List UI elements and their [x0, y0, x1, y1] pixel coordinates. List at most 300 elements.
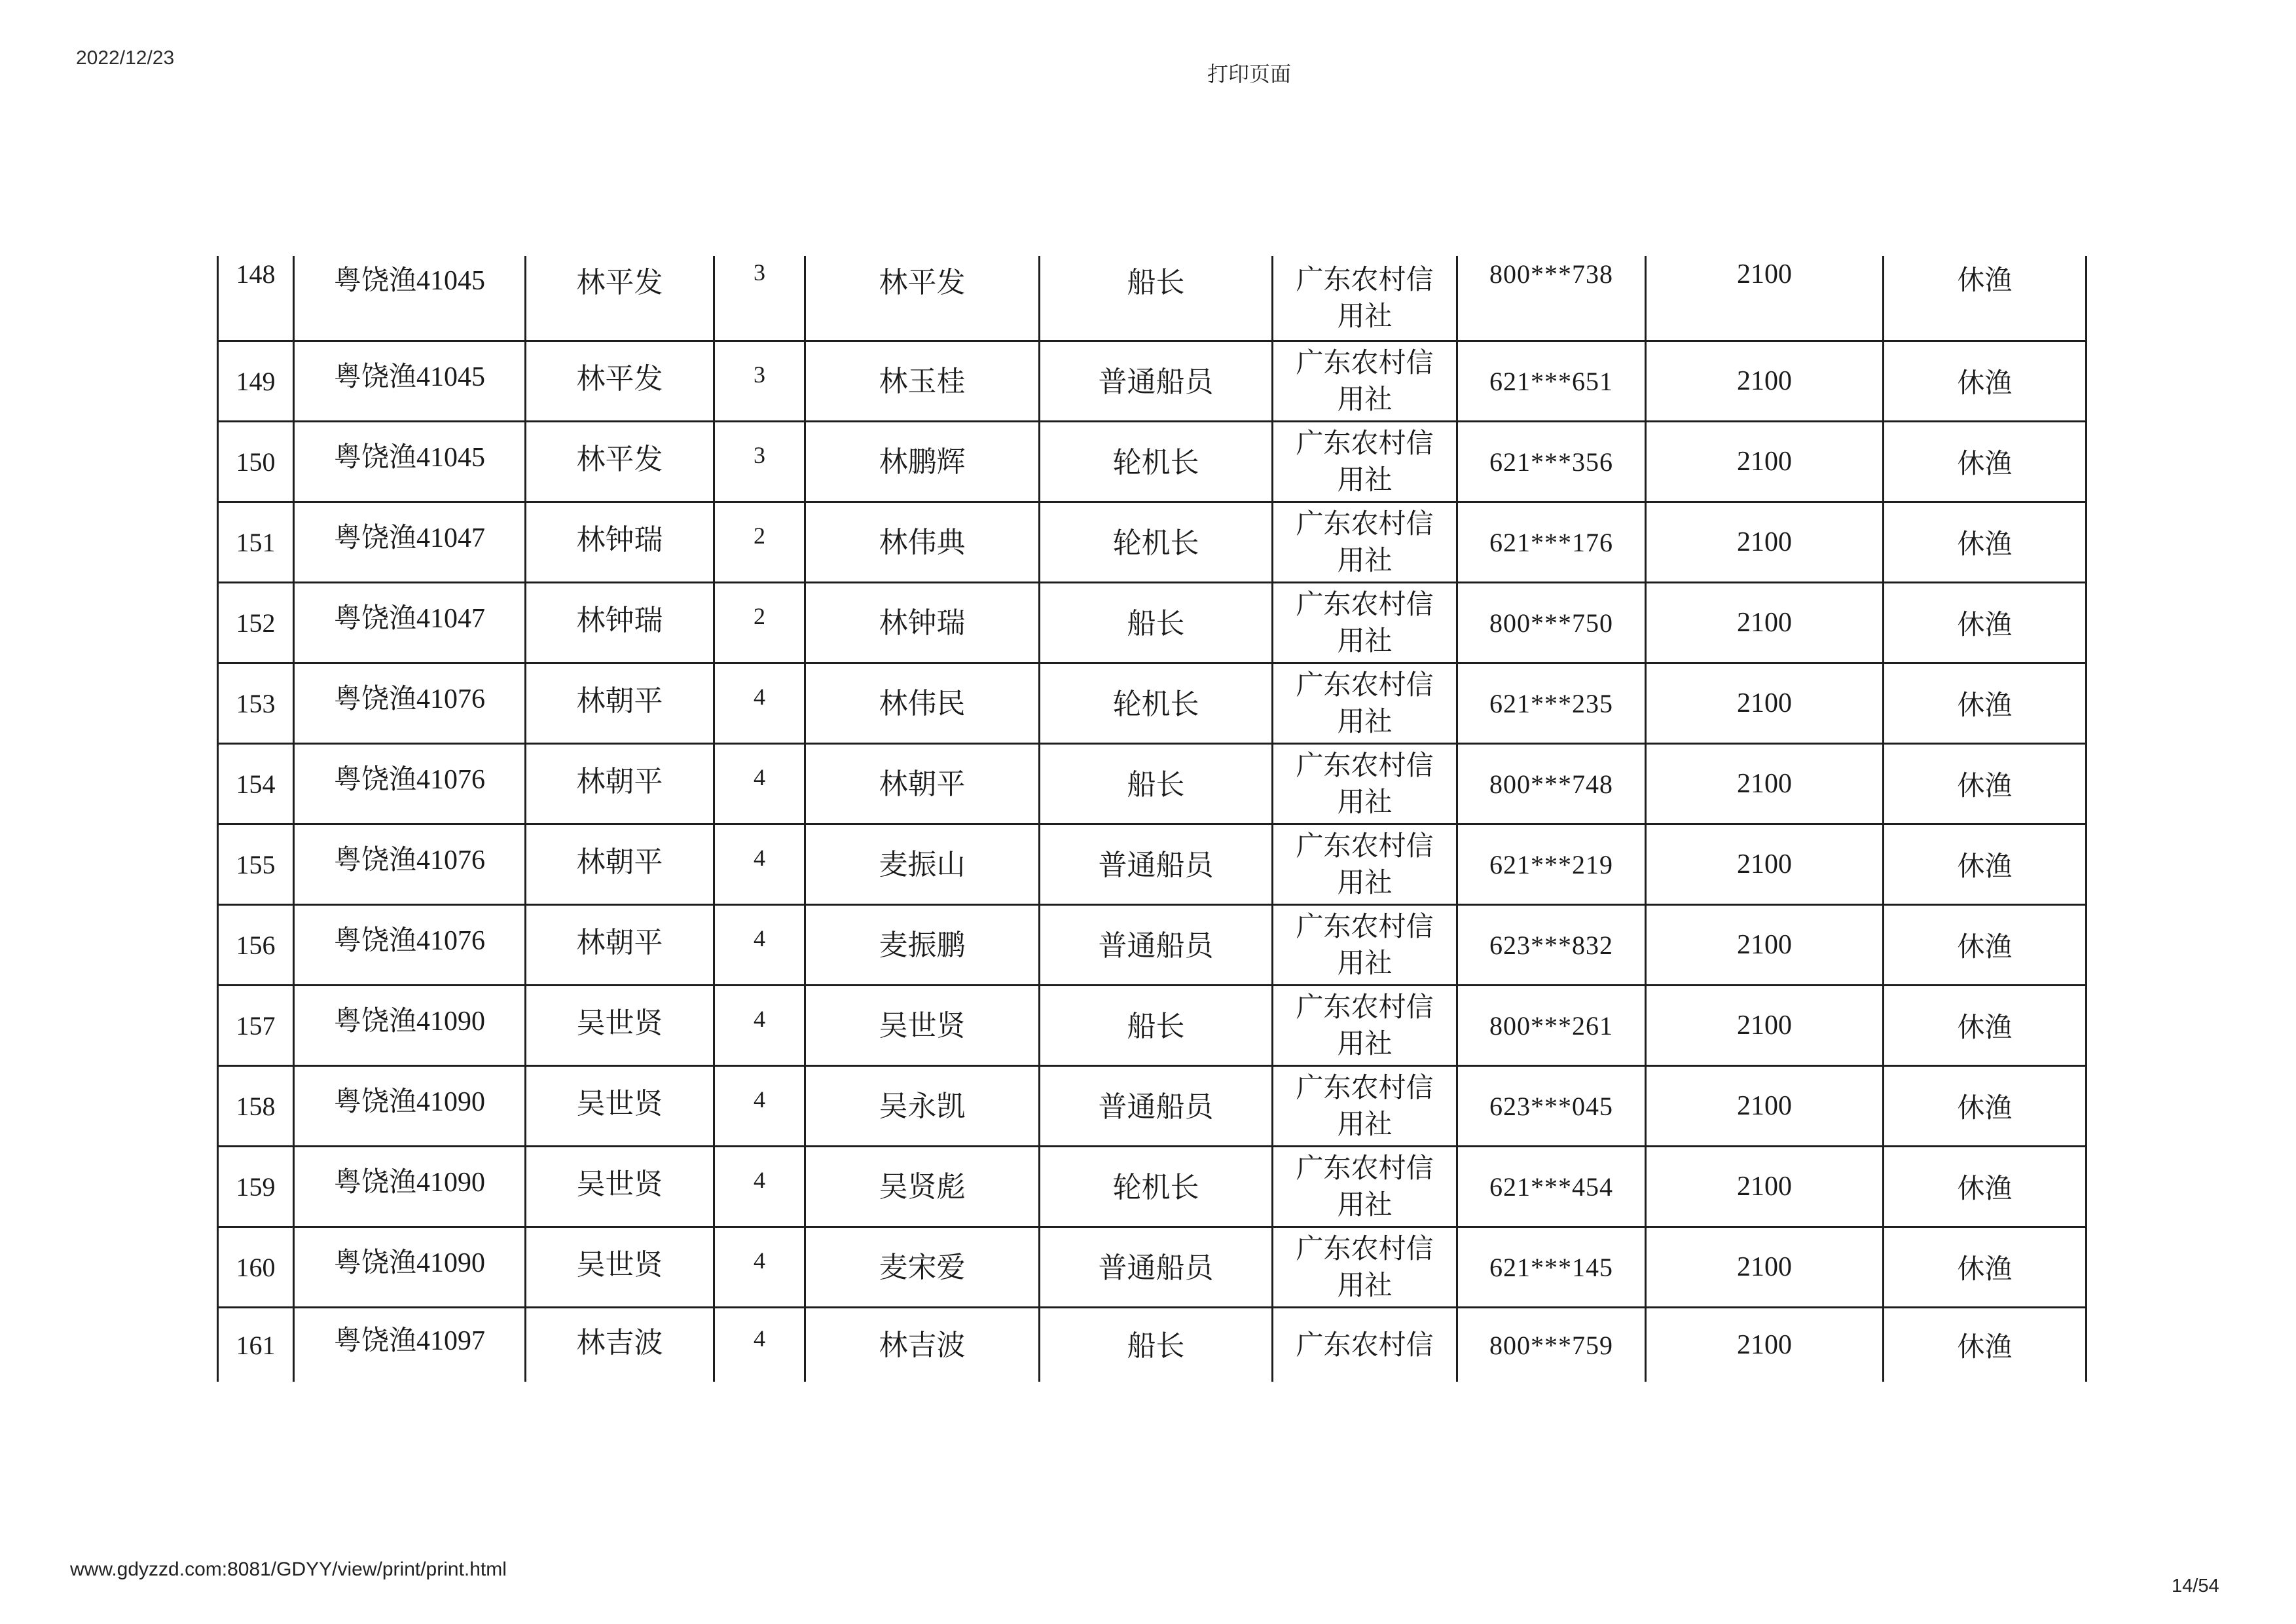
- subsidy-amount-text: 2100: [1737, 1172, 1792, 1202]
- cell-crew-count: [714, 422, 805, 502]
- vessel-number-text: 粤饶渔41076: [333, 845, 485, 876]
- cell-crew-position: [1040, 744, 1273, 824]
- fishing-status-text: 休渔: [1957, 367, 2013, 399]
- cell-subsidy-amount: [1646, 1066, 1884, 1147]
- cell-vessel-number: [294, 583, 526, 663]
- cell-bank-name: [1273, 824, 1457, 905]
- subsidy-amount-text: 2100: [1737, 769, 1792, 799]
- cell-bank-account: [1457, 422, 1646, 502]
- vessel-number-text: 粤饶渔41090: [333, 1087, 485, 1117]
- crew-position-text: 轮机长: [1112, 447, 1199, 479]
- cell-bank-name: [1273, 1308, 1457, 1382]
- person-name-text: 林朝平: [879, 768, 966, 800]
- crew-count-text: 4: [754, 764, 765, 790]
- cell-person-name: [805, 256, 1040, 341]
- cell-vessel-owner: [526, 583, 714, 663]
- cell-bank-name: [1273, 1066, 1457, 1147]
- bank-name-text: 广东农村信用社: [1296, 427, 1434, 496]
- bank-name-text: 广东农村信用社: [1296, 669, 1434, 737]
- crew-position-text: 船长: [1127, 1330, 1185, 1362]
- cell-crew-count: [714, 1066, 805, 1147]
- cell-bank-name: [1273, 986, 1457, 1066]
- person-name-text: 吴世贤: [879, 1010, 966, 1042]
- cell-index: [218, 663, 294, 744]
- bank-account-text: 623***045: [1489, 1091, 1613, 1121]
- cell-index: [218, 1147, 294, 1227]
- cell-index: [218, 1227, 294, 1308]
- cell-crew-position: [1040, 422, 1273, 502]
- cell-person-name: [805, 1308, 1040, 1382]
- vessel-number-text: 粤饶渔41045: [333, 266, 485, 296]
- fishing-status-text: 休渔: [1957, 528, 2013, 560]
- bank-name-text: 广东农村信用社: [1296, 1232, 1434, 1301]
- cell-person-name: [805, 1147, 1040, 1227]
- vessel-owner-text: 吴世贤: [576, 1168, 663, 1200]
- cell-crew-count: [714, 905, 805, 986]
- cell-crew-position: [1040, 256, 1273, 341]
- person-name-text: 麦振山: [879, 849, 966, 881]
- fishing-status-text: 休渔: [1957, 689, 2013, 721]
- cell-crew-position: [1040, 341, 1273, 422]
- cell-crew-count: [714, 824, 805, 905]
- cell-fishing-status: [1884, 256, 2086, 341]
- cell-subsidy-amount: [1646, 1308, 1884, 1382]
- vessel-owner-text: 吴世贤: [576, 1007, 663, 1039]
- cell-vessel-owner: [526, 824, 714, 905]
- crew-position-text: 普通船员: [1098, 930, 1214, 962]
- crew-position-text: 船长: [1127, 1010, 1185, 1043]
- vessel-number-text: 粤饶渔41090: [333, 1006, 485, 1037]
- crew-position-text: 普通船员: [1098, 849, 1214, 881]
- subsidy-amount-text: 2100: [1737, 1010, 1792, 1041]
- fishing-status-text: 休渔: [1957, 608, 2013, 640]
- cell-vessel-owner: [526, 502, 714, 583]
- bank-name-text: 广东农村信用社: [1296, 1152, 1434, 1221]
- index-text: 155: [236, 849, 276, 879]
- vessel-number-text: 粤饶渔41076: [333, 926, 485, 956]
- cell-subsidy-amount: [1646, 1147, 1884, 1227]
- bank-name-text: 广东农村信用社: [1296, 588, 1434, 657]
- page-title: 打印页面: [1207, 62, 1291, 86]
- cell-vessel-owner: [526, 256, 714, 341]
- cell-fishing-status: [1884, 341, 2086, 422]
- person-name-text: 林吉波: [879, 1329, 966, 1361]
- cell-vessel-number: [294, 1147, 526, 1227]
- table-row: [218, 1227, 2086, 1308]
- fishing-status-text: 休渔: [1957, 264, 2013, 296]
- cell-bank-account: [1457, 1147, 1646, 1227]
- person-name-text: 林鹏辉: [879, 446, 966, 478]
- crew-count-text: 4: [754, 925, 765, 951]
- crew-position-text: 普通船员: [1098, 1091, 1214, 1123]
- cell-crew-count: [714, 1227, 805, 1308]
- bank-account-text: 800***750: [1489, 608, 1613, 638]
- index-text: 156: [236, 930, 276, 960]
- cell-vessel-owner: [526, 663, 714, 744]
- table-row: [218, 341, 2086, 422]
- cell-subsidy-amount: [1646, 583, 1884, 663]
- cell-subsidy-amount: [1646, 663, 1884, 744]
- person-name-text: 吴永凯: [879, 1090, 966, 1122]
- cell-crew-position: [1040, 583, 1273, 663]
- cell-bank-account: [1457, 583, 1646, 663]
- cell-crew-count: [714, 744, 805, 824]
- crew-count-text: 4: [754, 1006, 765, 1032]
- cell-index: [218, 824, 294, 905]
- cell-crew-position: [1040, 1308, 1273, 1382]
- vessel-owner-text: 吴世贤: [576, 1088, 663, 1120]
- subsidy-amount-text: 2100: [1737, 259, 1792, 289]
- cell-bank-name: [1273, 583, 1457, 663]
- vessel-owner-text: 林钟瑞: [576, 604, 663, 637]
- cell-bank-account: [1457, 341, 1646, 422]
- cell-vessel-number: [294, 256, 526, 341]
- fishing-status-text: 休渔: [1957, 1092, 2013, 1124]
- bank-account-text: 800***748: [1489, 769, 1613, 799]
- cell-vessel-number: [294, 1308, 526, 1382]
- cell-fishing-status: [1884, 986, 2086, 1066]
- cell-vessel-number: [294, 1066, 526, 1147]
- index-text: 159: [236, 1172, 276, 1202]
- bank-account-text: 621***651: [1489, 366, 1613, 396]
- crew-count-text: 3: [754, 361, 765, 388]
- vessel-number-text: 粤饶渔41097: [333, 1326, 485, 1356]
- cell-vessel-number: [294, 824, 526, 905]
- fishing-status-text: 休渔: [1957, 447, 2013, 479]
- person-name-text: 林玉桂: [879, 365, 966, 397]
- cell-index: [218, 422, 294, 502]
- cell-vessel-owner: [526, 905, 714, 986]
- person-name-text: 麦宋爱: [879, 1251, 966, 1283]
- cell-person-name: [805, 341, 1040, 422]
- cell-subsidy-amount: [1646, 986, 1884, 1066]
- cell-crew-count: [714, 1308, 805, 1382]
- subsidy-amount-text: 2100: [1737, 688, 1792, 718]
- table-row: [218, 502, 2086, 583]
- index-text: 158: [236, 1091, 276, 1121]
- bank-name-text: 广东农村信用社: [1296, 507, 1434, 576]
- crew-count-text: 3: [754, 442, 765, 468]
- crew-count-text: 4: [754, 1086, 765, 1113]
- crew-position-text: 轮机长: [1112, 527, 1199, 559]
- cell-bank-name: [1273, 905, 1457, 986]
- vessel-owner-text: 林吉波: [576, 1327, 663, 1359]
- cell-crew-position: [1040, 1066, 1273, 1147]
- cell-crew-count: [714, 256, 805, 341]
- cell-crew-count: [714, 341, 805, 422]
- cell-index: [218, 502, 294, 583]
- vessel-owner-text: 林平发: [576, 443, 663, 475]
- crew-position-text: 船长: [1127, 267, 1185, 299]
- cell-subsidy-amount: [1646, 1227, 1884, 1308]
- cell-fishing-status: [1884, 1308, 2086, 1382]
- cell-person-name: [805, 744, 1040, 824]
- cell-bank-name: [1273, 341, 1457, 422]
- vessel-owner-text: 林朝平: [576, 927, 663, 959]
- index-text: 153: [236, 688, 276, 718]
- bank-account-text: 800***738: [1489, 259, 1613, 289]
- cell-person-name: [805, 663, 1040, 744]
- cell-bank-account: [1457, 502, 1646, 583]
- crew-count-text: 4: [754, 845, 765, 871]
- cell-vessel-number: [294, 1227, 526, 1308]
- cell-vessel-owner: [526, 986, 714, 1066]
- cell-index: [218, 256, 294, 341]
- footer-url: www.gdyzzd.com:8081/GDYY/view/print/print.html: [70, 1559, 507, 1580]
- cell-fishing-status: [1884, 905, 2086, 986]
- cell-vessel-owner: [526, 1066, 714, 1147]
- cell-fishing-status: [1884, 1227, 2086, 1308]
- cell-vessel-owner: [526, 1147, 714, 1227]
- cell-bank-account: [1457, 256, 1646, 341]
- table-row: [218, 256, 2086, 341]
- cell-vessel-number: [294, 744, 526, 824]
- crew-count-text: 4: [754, 1325, 765, 1352]
- table-row: [218, 663, 2086, 744]
- cell-index: [218, 1308, 294, 1382]
- cell-fishing-status: [1884, 663, 2086, 744]
- cell-index: [218, 583, 294, 663]
- vessel-number-text: 粤饶渔41076: [333, 684, 485, 714]
- subsidy-amount-text: 2100: [1737, 1252, 1792, 1282]
- crew-count-text: 2: [754, 523, 765, 549]
- subsidy-amount-text: 2100: [1737, 527, 1792, 557]
- bank-name-text: 广东农村信用社: [1296, 263, 1434, 332]
- cell-fishing-status: [1884, 422, 2086, 502]
- cell-vessel-owner: [526, 1308, 714, 1382]
- fishing-status-text: 休渔: [1957, 850, 2013, 882]
- bank-account-text: 621***219: [1489, 849, 1613, 879]
- table-row: [218, 422, 2086, 502]
- cell-bank-account: [1457, 824, 1646, 905]
- cell-crew-position: [1040, 663, 1273, 744]
- table-body: [218, 256, 2086, 1382]
- subsidy-amount-text: 2100: [1737, 608, 1792, 638]
- cell-vessel-number: [294, 986, 526, 1066]
- cell-vessel-number: [294, 905, 526, 986]
- cell-index: [218, 1066, 294, 1147]
- cell-vessel-owner: [526, 1227, 714, 1308]
- cell-crew-position: [1040, 905, 1273, 986]
- cell-crew-count: [714, 1147, 805, 1227]
- cell-subsidy-amount: [1646, 905, 1884, 986]
- vessel-number-text: 粤饶渔41090: [333, 1168, 485, 1198]
- bank-account-text: 621***356: [1489, 447, 1613, 477]
- crew-count-text: 2: [754, 603, 765, 629]
- cell-person-name: [805, 583, 1040, 663]
- index-text: 157: [236, 1010, 276, 1041]
- cell-bank-name: [1273, 663, 1457, 744]
- cell-subsidy-amount: [1646, 824, 1884, 905]
- cell-bank-account: [1457, 905, 1646, 986]
- bank-name-text: 广东农村信用社: [1296, 749, 1434, 818]
- cell-vessel-number: [294, 663, 526, 744]
- bank-account-text: 800***261: [1489, 1010, 1613, 1041]
- subsidy-amount-text: 2100: [1737, 1330, 1792, 1360]
- subsidy-amount-text: 2100: [1737, 366, 1792, 396]
- fishing-status-text: 休渔: [1957, 769, 2013, 802]
- cell-crew-position: [1040, 986, 1273, 1066]
- crew-position-text: 普通船员: [1098, 366, 1214, 398]
- cell-crew-count: [714, 583, 805, 663]
- crew-count-text: 4: [754, 1167, 765, 1193]
- cell-bank-account: [1457, 744, 1646, 824]
- vessel-number-text: 粤饶渔41076: [333, 765, 485, 795]
- bank-account-text: 621***454: [1489, 1172, 1613, 1202]
- bank-account-text: 800***759: [1489, 1330, 1613, 1360]
- vessel-number-text: 粤饶渔41090: [333, 1248, 485, 1278]
- bank-name-text: 广东农村信用社: [1296, 1071, 1434, 1140]
- cell-person-name: [805, 905, 1040, 986]
- cell-vessel-number: [294, 341, 526, 422]
- crew-position-text: 轮机长: [1112, 688, 1199, 720]
- person-name-text: 林伟民: [879, 688, 966, 720]
- fishing-status-text: 休渔: [1957, 1253, 2013, 1285]
- cell-bank-name: [1273, 502, 1457, 583]
- cell-crew-count: [714, 663, 805, 744]
- index-text: 161: [236, 1330, 276, 1360]
- cell-bank-name: [1273, 744, 1457, 824]
- vessel-owner-text: 林平发: [576, 267, 663, 299]
- subsidy-amount-text: 2100: [1737, 849, 1792, 879]
- crew-count-text: 4: [754, 684, 765, 710]
- cell-subsidy-amount: [1646, 502, 1884, 583]
- subsidy-amount-text: 2100: [1737, 1091, 1792, 1121]
- crew-position-text: 船长: [1127, 769, 1185, 801]
- cell-bank-account: [1457, 1227, 1646, 1308]
- cell-vessel-owner: [526, 341, 714, 422]
- vessel-number-text: 粤饶渔41047: [333, 523, 485, 553]
- cell-bank-account: [1457, 1308, 1646, 1382]
- crew-position-text: 轮机长: [1112, 1172, 1199, 1204]
- cell-vessel-number: [294, 422, 526, 502]
- table-row: [218, 1308, 2086, 1382]
- table-row: [218, 905, 2086, 986]
- index-text: 150: [236, 447, 276, 477]
- cell-bank-name: [1273, 1147, 1457, 1227]
- bank-name-text: 广东农村信用社: [1296, 991, 1434, 1060]
- person-name-text: 吴贤彪: [879, 1171, 966, 1203]
- fishing-status-text: 休渔: [1957, 931, 2013, 963]
- table-row: [218, 824, 2086, 905]
- cell-crew-count: [714, 986, 805, 1066]
- cell-vessel-owner: [526, 744, 714, 824]
- bank-account-text: 621***235: [1489, 688, 1613, 718]
- page-number: 14/54: [2172, 1576, 2219, 1596]
- print-date: 2022/12/23: [76, 47, 175, 69]
- cell-crew-position: [1040, 1147, 1273, 1227]
- cell-fishing-status: [1884, 824, 2086, 905]
- cell-bank-name: [1273, 422, 1457, 502]
- vessel-owner-text: 林钟瑞: [576, 524, 663, 556]
- index-text: 149: [236, 366, 276, 396]
- cell-bank-account: [1457, 986, 1646, 1066]
- crew-count-text: 3: [754, 259, 765, 286]
- cell-person-name: [805, 422, 1040, 502]
- cell-subsidy-amount: [1646, 256, 1884, 341]
- vessel-owner-text: 吴世贤: [576, 1249, 663, 1281]
- cell-fishing-status: [1884, 744, 2086, 824]
- cell-person-name: [805, 824, 1040, 905]
- cell-index: [218, 341, 294, 422]
- crew-position-text: 普通船员: [1098, 1252, 1214, 1284]
- vessel-owner-text: 林朝平: [576, 766, 663, 798]
- person-name-text: 林钟瑞: [879, 607, 966, 639]
- index-text: 148: [236, 259, 276, 289]
- cell-bank-account: [1457, 1066, 1646, 1147]
- cell-vessel-owner: [526, 422, 714, 502]
- cell-subsidy-amount: [1646, 341, 1884, 422]
- cell-bank-name: [1273, 1227, 1457, 1308]
- cell-subsidy-amount: [1646, 422, 1884, 502]
- index-text: 151: [236, 527, 276, 557]
- cell-person-name: [805, 986, 1040, 1066]
- bank-name-text: 广东农村信用社: [1296, 346, 1434, 415]
- table-row: [218, 744, 2086, 824]
- vessel-owner-text: 林平发: [576, 363, 663, 395]
- cell-crew-position: [1040, 1227, 1273, 1308]
- fishing-status-text: 休渔: [1957, 1172, 2013, 1204]
- table-row: [218, 583, 2086, 663]
- cell-index: [218, 905, 294, 986]
- bank-account-text: 623***832: [1489, 930, 1613, 960]
- cell-crew-position: [1040, 502, 1273, 583]
- person-name-text: 林伟典: [879, 526, 966, 559]
- index-text: 154: [236, 769, 276, 799]
- bank-account-text: 621***176: [1489, 527, 1613, 557]
- cell-person-name: [805, 502, 1040, 583]
- cell-bank-name: [1273, 256, 1457, 341]
- cell-person-name: [805, 1227, 1040, 1308]
- subsidy-amount-text: 2100: [1737, 930, 1792, 960]
- vessel-number-text: 粤饶渔41045: [333, 443, 485, 473]
- table-row: [218, 1066, 2086, 1147]
- table-row: [218, 986, 2086, 1066]
- fishing-status-text: 休渔: [1957, 1331, 2013, 1363]
- index-text: 160: [236, 1252, 276, 1282]
- table-row: [218, 1147, 2086, 1227]
- cell-fishing-status: [1884, 502, 2086, 583]
- cell-crew-position: [1040, 824, 1273, 905]
- cell-fishing-status: [1884, 583, 2086, 663]
- vessel-owner-text: 林朝平: [576, 846, 663, 878]
- person-name-text: 林平发: [879, 267, 966, 299]
- index-text: 152: [236, 608, 276, 638]
- cell-fishing-status: [1884, 1066, 2086, 1147]
- person-name-text: 麦振鹏: [879, 929, 966, 961]
- cell-vessel-number: [294, 502, 526, 583]
- cell-person-name: [805, 1066, 1040, 1147]
- subsidy-table: [217, 256, 2087, 1382]
- crew-position-text: 船长: [1127, 608, 1185, 640]
- subsidy-amount-text: 2100: [1737, 447, 1792, 477]
- vessel-number-text: 粤饶渔41047: [333, 604, 485, 634]
- vessel-owner-text: 林朝平: [576, 685, 663, 717]
- bank-name-text: 广东农村信用社: [1296, 830, 1434, 898]
- crew-count-text: 4: [754, 1247, 765, 1274]
- bank-name-text: 广东农村信: [1296, 1329, 1434, 1361]
- bank-name-text: 广东农村信用社: [1296, 910, 1434, 979]
- cell-subsidy-amount: [1646, 744, 1884, 824]
- cell-fishing-status: [1884, 1147, 2086, 1227]
- bank-account-text: 621***145: [1489, 1252, 1613, 1282]
- cell-index: [218, 986, 294, 1066]
- fishing-status-text: 休渔: [1957, 1011, 2013, 1043]
- vessel-number-text: 粤饶渔41045: [333, 362, 485, 392]
- cell-crew-count: [714, 502, 805, 583]
- cell-bank-account: [1457, 663, 1646, 744]
- cell-index: [218, 744, 294, 824]
